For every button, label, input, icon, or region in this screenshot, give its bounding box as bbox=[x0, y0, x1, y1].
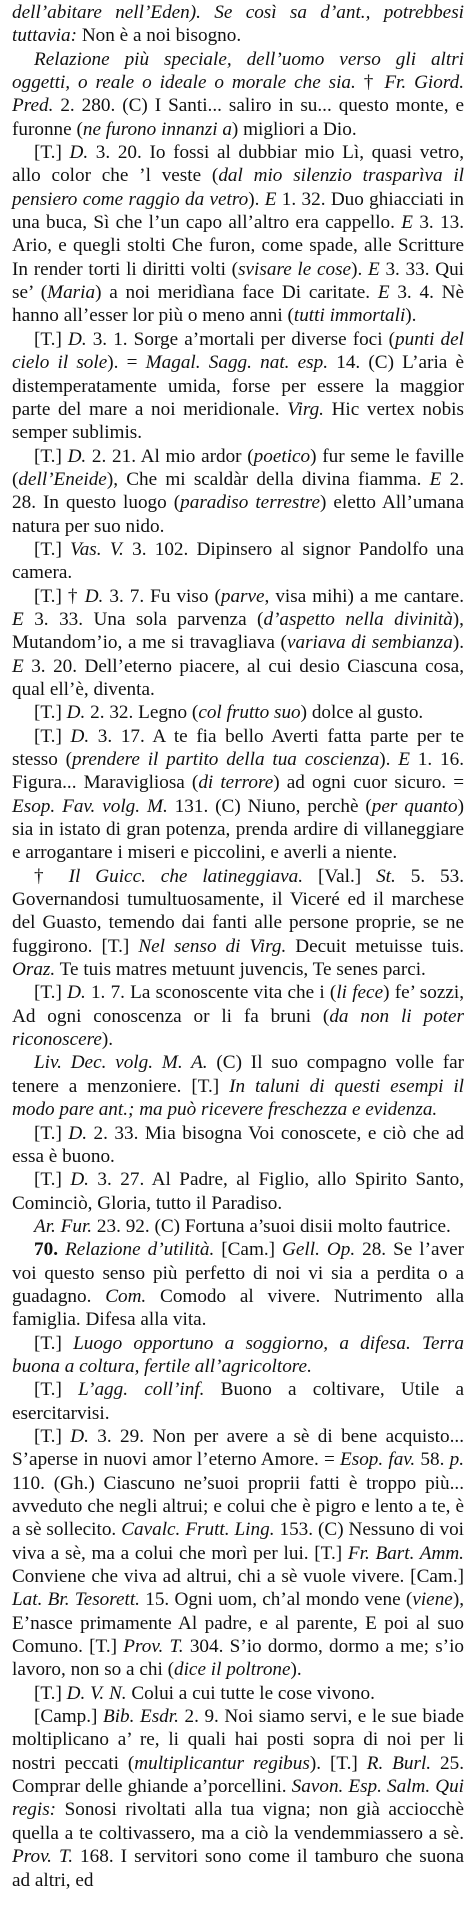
body-text: [T.] bbox=[34, 702, 67, 724]
body-text: 3. 13. Ario, e quegli stolti Che furon, come spade, alle Scritture In render torti li diritti volti ( bbox=[12, 212, 465, 280]
body-text: 168. I servitori sono come il tamburo che suona ad altri, ed bbox=[12, 1846, 464, 1891]
entry-paragraph bbox=[12, 981, 464, 1051]
entry-paragraph bbox=[12, 1378, 464, 1425]
entry-paragraph bbox=[12, 445, 464, 538]
italic-text: Luogo opportuno a soggiorno, a difesa. Terra buona a coltura, fertile all’agricoltore. bbox=[12, 1332, 464, 1377]
body-text: 2. 9. Noi siamo servi, e le sue biade moltiplicano a’ re, li quali hai posti sopra di noi per li nostri peccati ( bbox=[12, 1706, 465, 1774]
body-text: ) migliori a Dio. bbox=[231, 118, 357, 140]
italic-text: punti del cielo il sole bbox=[12, 328, 464, 374]
body-text: [T.] bbox=[34, 328, 68, 350]
italic-text: E bbox=[429, 468, 442, 490]
body-text: Colui a cui tutte le cose vivono. bbox=[126, 1682, 375, 1704]
italic-text: Relazione d’utilità. bbox=[64, 1239, 215, 1261]
body-text: 110. (Gh.) Ciascuno ne’suoi proprii fatti è troppo più... avveduto che negli altrui; e colui che è pigro e lento a te, è a sè sollecito. bbox=[12, 1472, 464, 1541]
body-text: 1. 7. La sconoscente vita che i ( bbox=[85, 982, 337, 1004]
italic-text: Ar. Fur. bbox=[34, 1215, 93, 1237]
entry-paragraph bbox=[12, 1332, 464, 1379]
italic-text: D. bbox=[67, 982, 86, 1004]
italic-text: d’aspetto nella divinità bbox=[263, 608, 453, 630]
body-text: [T.] bbox=[34, 725, 71, 747]
italic-text: Magal. Sagg. nat. esp. bbox=[145, 352, 329, 374]
italic-text: dice il poltrone bbox=[174, 1659, 291, 1681]
entry-paragraph bbox=[12, 701, 464, 724]
entry-paragraph bbox=[12, 1425, 464, 1682]
body-text: [T.] bbox=[34, 1379, 79, 1401]
body-text: 3. 20. Io fossi al dubbiar mio Lì, quasi vetro, allo color che ’l veste ( bbox=[12, 142, 464, 187]
body-text: 2. 280. (C) I Santi... saliro in su... questo monte, e furonne ( bbox=[12, 95, 464, 140]
italic-text: R. Burl. bbox=[366, 1752, 432, 1774]
body-text: ). bbox=[452, 632, 464, 654]
body-text: [T.] bbox=[34, 982, 68, 1004]
entry-paragraph bbox=[12, 1215, 464, 1238]
italic-text: Oraz. bbox=[12, 959, 56, 981]
section-number: 70. bbox=[34, 1239, 58, 1261]
body-text: Sonosi rivoltati alla tua vigna; non già acciocchè quella a te coltivassero, ma a ciò la vendemmiassero a sè. bbox=[12, 1799, 464, 1844]
italic-text: Maria bbox=[47, 282, 96, 304]
italic-text: Vas. V. bbox=[70, 538, 124, 560]
italic-text: Com. bbox=[105, 1285, 147, 1307]
body-text: 2. 33. Mia bisogna Voi conoscete, e ciò che ad essa è buono. bbox=[12, 1122, 464, 1167]
italic-text: L’agg. coll’inf. bbox=[78, 1379, 205, 1401]
body-text: 3. 17. A te fia bello Averti fatta parte per te stesso ( bbox=[12, 725, 465, 770]
body-text: 1. 16. Figura... Maravigliosa ( bbox=[12, 749, 465, 794]
italic-text: E bbox=[398, 749, 411, 770]
italic-text: E bbox=[12, 608, 24, 630]
body-text: ). bbox=[101, 1029, 114, 1051]
italic-text: di terrore bbox=[198, 772, 274, 794]
body-text: 28. Se l’aver voi questo senso più perfetto di noi vi sia a perdita o a guadagno. bbox=[12, 1239, 464, 1307]
body-text: 2. 21. Al mio ardor ( bbox=[86, 445, 254, 467]
body-text: [T.] bbox=[34, 1425, 71, 1447]
body-text: [T.] bbox=[34, 142, 70, 164]
entry-paragraph bbox=[12, 1051, 464, 1121]
italic-text: Fr. Bart. Amm. bbox=[347, 1542, 464, 1564]
body-text: , visa mihi) a me cantare. bbox=[264, 585, 464, 607]
italic-text: paradiso terrestre bbox=[180, 492, 321, 514]
body-text: 3. 1. Sorge a’mortali per diverse foci ( bbox=[86, 328, 396, 350]
body-text: ), E’nasce primamente Al padre, e al parente, E poi al suo Comuno. [T.] bbox=[12, 1589, 464, 1658]
italic-text: li fece bbox=[336, 982, 384, 1004]
body-text: Te tuis matres metuunt juvencis, Te senes parci. bbox=[55, 959, 426, 981]
italic-text: poetico bbox=[253, 445, 311, 467]
italic-text: D. bbox=[84, 585, 104, 607]
body-text: 3. 33. Una sola parvenza ( bbox=[23, 608, 264, 630]
entry-paragraph bbox=[12, 141, 464, 328]
italic-text: multiplicantur regibus bbox=[134, 1752, 310, 1774]
italic-text: Fr. Giord. Pred. bbox=[12, 72, 464, 117]
body-text: 3. 4. Nè hanno all’esser lor più o meno anni ( bbox=[12, 282, 464, 327]
body-text: 3. 20. Dell’eterno piacere, al cui desio Ciascuna cosa, qual ell’è, diventa. bbox=[12, 655, 464, 700]
italic-text: E bbox=[264, 188, 277, 210]
italic-text: dell’abitare nell’Eden). Se così sa d’ant., potrebbesi tuttavia: bbox=[12, 2, 464, 47]
italic-text: col frutto suo bbox=[198, 702, 301, 724]
italic-text: per quanto bbox=[371, 795, 458, 817]
body-text: 23. 92. (C) Fortuna a’suoi disii molto fautrice. bbox=[92, 1215, 451, 1237]
italic-text: D. bbox=[69, 142, 89, 164]
body-text: 2. 32. Legno ( bbox=[85, 702, 199, 724]
body-text: (C) Il suo compagno volle far tenere a menzoniere. [T.] bbox=[12, 1052, 465, 1097]
entry-paragraph bbox=[12, 1168, 464, 1215]
italic-text: svisare le cose bbox=[238, 258, 352, 280]
italic-text: E bbox=[401, 212, 413, 234]
italic-text: viene bbox=[412, 1589, 453, 1611]
italic-text: Esop. fav. bbox=[340, 1449, 416, 1471]
italic-text: ne furono innanzi a bbox=[82, 118, 232, 140]
italic-text: Virg. bbox=[287, 398, 324, 420]
italic-text: Bib. Esdr. bbox=[102, 1706, 179, 1728]
italic-text: p. bbox=[449, 1449, 464, 1471]
body-text: ) sia in istato di gran potenza, prenda ardire di villaneggiare e arrogantare i miseri e piccolini, e averli a niente. bbox=[12, 795, 464, 864]
italic-text: Liv. Dec. volg. M. A. bbox=[34, 1052, 208, 1074]
italic-text: E bbox=[12, 655, 24, 677]
italic-text: D. bbox=[67, 328, 87, 350]
italic-text: D. bbox=[70, 1169, 89, 1191]
body-text: 5. 53. Governandosi tumultuosamente, il Viceré ed il marchese del Guasto, temendo dai fanti alle persone proprie, se ne fuggirono. [T.] bbox=[12, 865, 465, 957]
body-text: 3. 27. Al Padre, al Figlio, allo Spirito Santo, Cominciò, Gloria, tutto il Paradiso. bbox=[12, 1169, 465, 1214]
entry-paragraph bbox=[12, 1, 464, 48]
body-text: ). bbox=[379, 749, 399, 770]
body-text: Conviene che viva ad altrui, chi a sè vuole vivere. [Cam.] bbox=[12, 1566, 464, 1588]
italic-text: Gell. Op. bbox=[282, 1239, 356, 1261]
body-text: 14. (C) L’aria è distemperatamente umida, forse per essere la maggior parte del mare a noi meridionale. bbox=[12, 352, 464, 420]
italic-text: dal mio silenzio trasparìva il pensiero come raggio da vetro bbox=[12, 165, 465, 210]
body-text: 3. 29. Non per avere a sè di bene acquisto... S’aperse in nuovi amor l’eterno Amore. = bbox=[12, 1425, 464, 1471]
body-text: [T.] † bbox=[34, 585, 85, 607]
entry-paragraph bbox=[12, 328, 464, 445]
italic-text: Lat. Br. Tesorett. bbox=[12, 1589, 140, 1611]
italic-text: D. V. N. bbox=[66, 1682, 127, 1704]
italic-text: variava di sembianza bbox=[286, 632, 453, 654]
entry-paragraph bbox=[12, 1122, 464, 1169]
body-text: 2. 28. In questo luogo ( bbox=[12, 468, 465, 514]
body-text: [T.] bbox=[34, 445, 68, 467]
body-text: [Camp.] bbox=[34, 1706, 103, 1728]
body-text: [T.] bbox=[34, 1332, 74, 1354]
body-text: 1. 32. Duo ghiacciati in una buca, Sì che l’un capo all’altro era cappello. bbox=[12, 188, 465, 234]
entry-paragraph bbox=[12, 1705, 464, 1892]
body-text bbox=[58, 1239, 65, 1260]
body-text: 3. 102. Dipinsero al signor Pandolfo una camera. bbox=[12, 538, 464, 584]
body-text: 58. bbox=[415, 1449, 450, 1471]
body-text: Hic vertex nobis semper sublimis. bbox=[12, 398, 464, 444]
body-text: ) eletto All’umana natura per suo nido. bbox=[12, 492, 464, 537]
entry-paragraph bbox=[12, 585, 464, 702]
italic-text: Nel senso di Virg. bbox=[138, 935, 287, 957]
italic-text: Prov. T. bbox=[12, 1846, 74, 1868]
body-text: 3. 33. Qui se’ ( bbox=[12, 258, 465, 304]
italic-text: Savon. Esp. Salm. Qui regis: bbox=[12, 1776, 464, 1821]
entry-paragraph bbox=[12, 48, 464, 141]
body-text: ). [T.] bbox=[309, 1752, 367, 1774]
body-text: 3. 7. Fu viso ( bbox=[103, 585, 221, 607]
body-text: Comodo al vivere. Nutrimento alla famiglia. Difesa alla vita. bbox=[12, 1285, 464, 1331]
italic-text: prendere il partito della tua coscienza bbox=[72, 749, 380, 770]
entry-paragraph bbox=[12, 865, 464, 982]
body-text: ). bbox=[405, 305, 417, 327]
italic-text: D. bbox=[67, 445, 87, 467]
body-text: 131. (C) Niuno, perchè ( bbox=[167, 795, 372, 817]
body-text: † bbox=[34, 865, 69, 887]
italic-text: St. bbox=[376, 865, 396, 887]
italic-text: E bbox=[368, 258, 380, 280]
body-text: ). bbox=[290, 1659, 302, 1681]
italic-text: Esop. Fav. volg. M. bbox=[12, 795, 168, 817]
italic-text: D. bbox=[70, 725, 90, 747]
body-text: Decuit metuisse tuis. bbox=[286, 935, 465, 957]
italic-text: Relazione più speciale, dell’uomo verso gli altri oggetti, o reale o ideale o morale che sia. bbox=[12, 48, 464, 94]
italic-text: D. bbox=[68, 1122, 88, 1144]
body-text: 25. Comprar delle ghiande a’porcellini. bbox=[12, 1752, 465, 1798]
entry-paragraph bbox=[12, 1682, 464, 1705]
italic-text: D. bbox=[70, 1425, 89, 1447]
body-text: ). bbox=[351, 258, 368, 280]
body-text: ) fur seme le faville ( bbox=[12, 445, 465, 490]
body-text: ) a noi meridìana face Di caritate. bbox=[95, 282, 378, 304]
body-text: [T.] bbox=[34, 1122, 69, 1144]
italic-text: E bbox=[377, 282, 390, 304]
italic-text: dell’Eneide bbox=[18, 468, 107, 490]
body-text: [Val.] bbox=[303, 865, 377, 887]
body-text: ) dolce al gusto. bbox=[300, 702, 424, 724]
italic-text: tutti immortali bbox=[293, 305, 406, 327]
italic-text: D. bbox=[66, 702, 86, 724]
italic-text: Il Guicc. che latineggiava. bbox=[68, 865, 304, 887]
italic-text: Cavalc. Frutt. Ling. bbox=[121, 1519, 275, 1541]
body-text: ) ad ogni cuor sicuro. = bbox=[273, 772, 465, 794]
entry-paragraph bbox=[12, 725, 464, 865]
body-text: 304. S’io dormo, dormo a me; s’io lavoro, non so a chi ( bbox=[12, 1636, 464, 1681]
body-text: ). = bbox=[107, 352, 146, 374]
body-text: † bbox=[355, 72, 385, 94]
body-text: ). bbox=[248, 188, 265, 210]
body-text: Non è a noi bisogno. bbox=[77, 25, 242, 47]
entry-paragraph bbox=[12, 538, 464, 585]
body-text: [T.] bbox=[34, 1169, 71, 1191]
entry-paragraph bbox=[12, 1238, 464, 1331]
body-text: ) fe’ sozzi, Ad ogni conoscenza or li fa bruni ( bbox=[12, 982, 465, 1027]
italic-text: Prov. T. bbox=[123, 1636, 184, 1658]
italic-text: parve bbox=[220, 585, 265, 607]
body-text: ), Che mi scaldàr della divina fiamma. bbox=[106, 468, 430, 490]
body-text: 15. Ogni uom, ch’al mondo vene ( bbox=[139, 1589, 413, 1611]
body-text: [Cam.] bbox=[214, 1239, 283, 1261]
body-text: ), Mutandom’io, a me si travagliava ( bbox=[12, 608, 464, 654]
body-text: 153. (C) Nessuno di voi viva a sè, ma a colui che morì per lui. [T.] bbox=[12, 1519, 465, 1564]
italic-text: In taluni di questi esempi il modo pare ant.; ma può ricevere freschezza e evidenza. bbox=[12, 1075, 464, 1121]
body-text: [T.] bbox=[34, 538, 71, 560]
body-text: [T.] bbox=[34, 1682, 67, 1704]
italic-text: da non li poter riconoscere bbox=[12, 1005, 464, 1051]
body-text: Buono a coltivare, Utile a esercitarvisi. bbox=[12, 1379, 465, 1424]
